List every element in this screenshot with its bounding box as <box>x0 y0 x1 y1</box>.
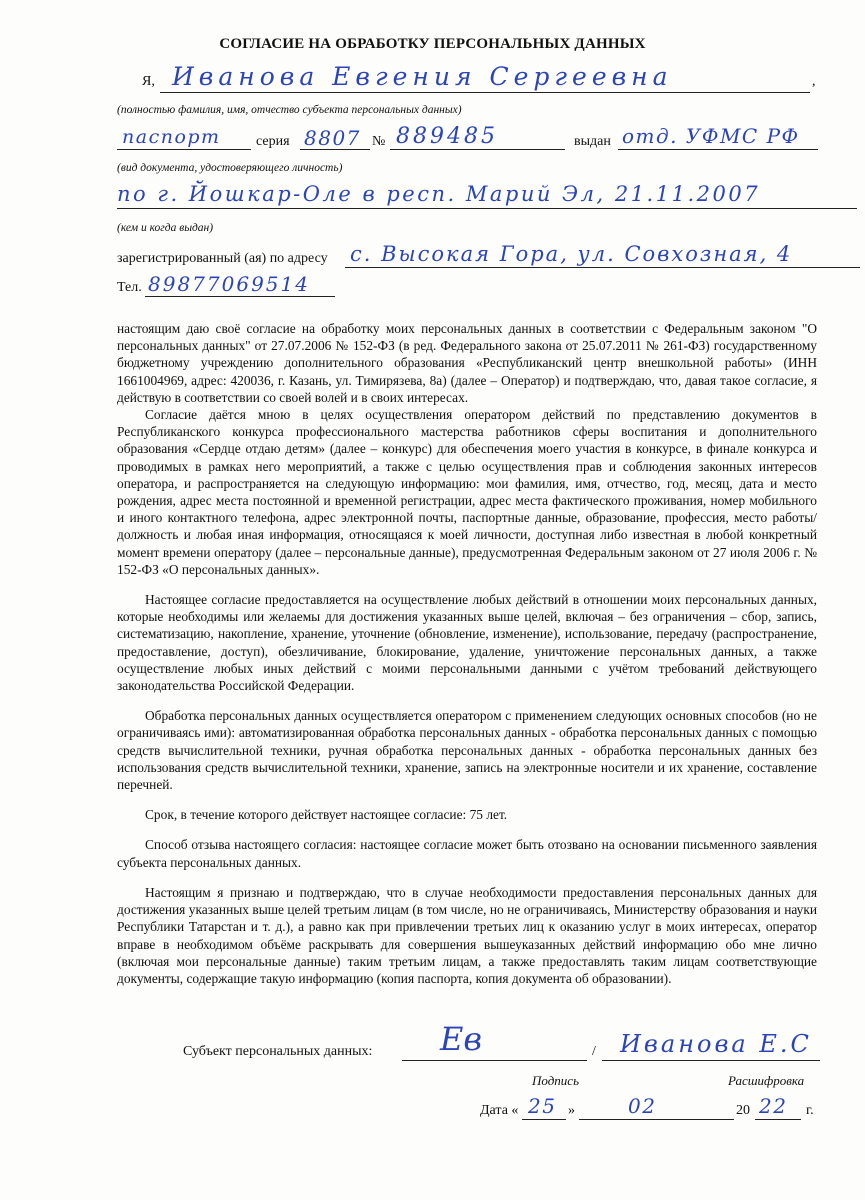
year-line <box>755 1119 801 1120</box>
issued-caption: (кем и когда выдан) <box>117 222 214 234</box>
consent-paragraph: настоящим даю своё согласие на обработку моих персональных данных в соответствии с Федеральным законом "О персональных данных" от 27.07.2006 № 152-ФЗ (в ред. Федерального закона от 25.07.2011 № 261-ФЗ) государственному бюджетному учреждению дополнительного образования «Республиканский центр внешкольной работы» (ИНН 1661004969, адрес: 420036, г. Казань, ул. Тимирязева, 8а) (далее – Оператор) и подтверждаю, что, давая такое согласие, я действую в соответствии со своей волей и в своих интересах. <box>117 321 817 405</box>
signature-line <box>402 1060 587 1061</box>
consent-body <box>117 320 817 987</box>
consent-paragraph: Срок, в течение которого действует настоящее согласие: 75 лет. <box>145 807 508 823</box>
phone-line <box>145 296 335 297</box>
consent-paragraph: Способ отзыва настоящего согласия: настоящее согласие может быть отозвано на основании письменного заявления субъекта персональных данных. <box>117 837 817 870</box>
date-month-handwritten: 02 <box>628 1094 657 1118</box>
signature-slash: / <box>592 1044 596 1059</box>
date-close: » <box>568 1103 575 1118</box>
signature-mark: Ев <box>440 1020 482 1058</box>
series-label: серия <box>256 134 290 149</box>
month-line <box>579 1119 734 1120</box>
consent-paragraph: Согласие даётся мною в целях осуществления оператором действий по представлению документов в Республиканского конкурса профессионального мастерства работников сферы воспитания и дополнительного образования «Сердце отдаю детям» (далее – конкурс) для обеспечения моего участия в конкурсе, в финале конкурса и проводимых в рамках него мероприятий, а также с целью осуществления прав и соблюдения законных интересов оператора, и распространяется на следующую информацию: мои фамилия, имя, отчество, год, месяц, дата и место рождения, адрес места постоянной и временной регистрации, адрес места фактического проживания, номер мобильного и иного контактного телефона, адрес электронной почты, паспортные данные, образование, профессия, место работы/должность и любая иная информация, относящаяся к моей личности, доступная либо известная в любой конкретный момент времени оператору (далее – персональные данные), предусмотренная Федеральным законом от 27 июля 2006 г. № 152-ФЗ «О персональных данных». <box>117 407 817 577</box>
address-handwritten: с. Высокая Гора, ул. Совхозная, 4 <box>350 242 793 266</box>
year-suffix-handwritten: 22 <box>759 1094 788 1118</box>
consent-paragraph: Обработка персональных данных осуществляется оператором с применением следующих основных способов (но не ограничиваясь ими): автоматизированная обработка персональных данных - обработка персональных данных с помощью средств вычислительной техники, ручная обработка персональных данных - обработка персональных данных без использования средств вычислительной техники, хранение, запись на электронные носители и их хранение, составление перечней. <box>117 708 817 793</box>
day-line <box>522 1119 566 1120</box>
consent-paragraph: Настоящим я признаю и подтверждаю, что в случае необходимости предоставления персональных данных для достижения указанных выше целей третьим лицам (в том числе, но не ограничиваясь, Министерству образования и науки Республики Татарстан и т. д.), а равно как при привлечении третьих лиц к оказанию услуг в моих интересах, оператор вправе в необходимом объёме раскрывать для совершения вышеуказанных действий информацию обо мне лично (включая мои персональные данные) таким третьим лицам, а также предоставлять таким лицам соответствующие документы, содержащие такую информацию (копия паспорта, копия документа об образовании). <box>117 884 817 986</box>
name-caption: (полностью фамилия, имя, отчество субъекта персональных данных) <box>117 104 462 116</box>
doc-type-handwritten: паспорт <box>122 126 221 148</box>
sign-caption: Подпись <box>532 1073 579 1088</box>
issued-by-handwritten: отд. УФМС РФ <box>622 124 800 148</box>
phone-handwritten: 89877069514 <box>148 272 310 296</box>
series-handwritten: 8807 <box>304 126 361 150</box>
issued-label: выдан <box>574 134 611 149</box>
date-day-handwritten: 25 <box>528 1094 557 1118</box>
year-prefix: 20 <box>736 1103 750 1118</box>
number-handwritten: 889485 <box>396 124 498 149</box>
name-line <box>160 92 810 93</box>
date-label: Дата « <box>480 1103 519 1118</box>
doc-type-line <box>117 149 251 150</box>
address-label: зарегистрированный (ая) по адресу <box>117 251 328 266</box>
subject-label: Субъект персональных данных: <box>183 1044 373 1059</box>
decoding-handwritten: Иванова Е.С <box>620 1030 812 1058</box>
number-line <box>390 149 565 150</box>
page-title: СОГЛАСИЕ НА ОБРАБОТКУ ПЕРСОНАЛЬНЫХ ДАННЫХ <box>219 36 646 52</box>
address-line <box>345 267 860 268</box>
decode-caption: Расшифровка <box>728 1073 805 1088</box>
doc-caption: (вид документа, удостоверяющего личность) <box>117 162 343 174</box>
decoding-line <box>602 1060 820 1061</box>
consent-paragraph: Настоящее согласие предоставляется на осуществление любых действий в отношении моих персональных данных, которые необходимы или желаемы для достижения указанных выше целей, включая – без ограничения – сбор, запись, систематизацию, накопление, хранение, уточнение (обновление, изменение), использование, передачу (распространение, предоставление, доступ), обезличивание, блокирование, удаление, уничтожение персональных данных, а также осуществление любых иных действий с моими персональными данными с учётом требований действующего законодательства Российской Федерации. <box>117 592 817 694</box>
phone-label: Тел. <box>117 280 142 295</box>
ya-label: Я, <box>142 74 155 89</box>
full-name-handwritten: Иванова Евгения Сергеевна <box>172 62 673 91</box>
issued-details-handwritten: по г. Йошкар-Оле в респ. Марий Эл, 21.11.2007 <box>117 182 761 206</box>
number-label: № <box>372 134 386 149</box>
issued-details-line <box>117 208 857 209</box>
year-end: г. <box>806 1103 814 1118</box>
issued-by-line <box>618 149 818 150</box>
name-comma: , <box>812 74 816 89</box>
